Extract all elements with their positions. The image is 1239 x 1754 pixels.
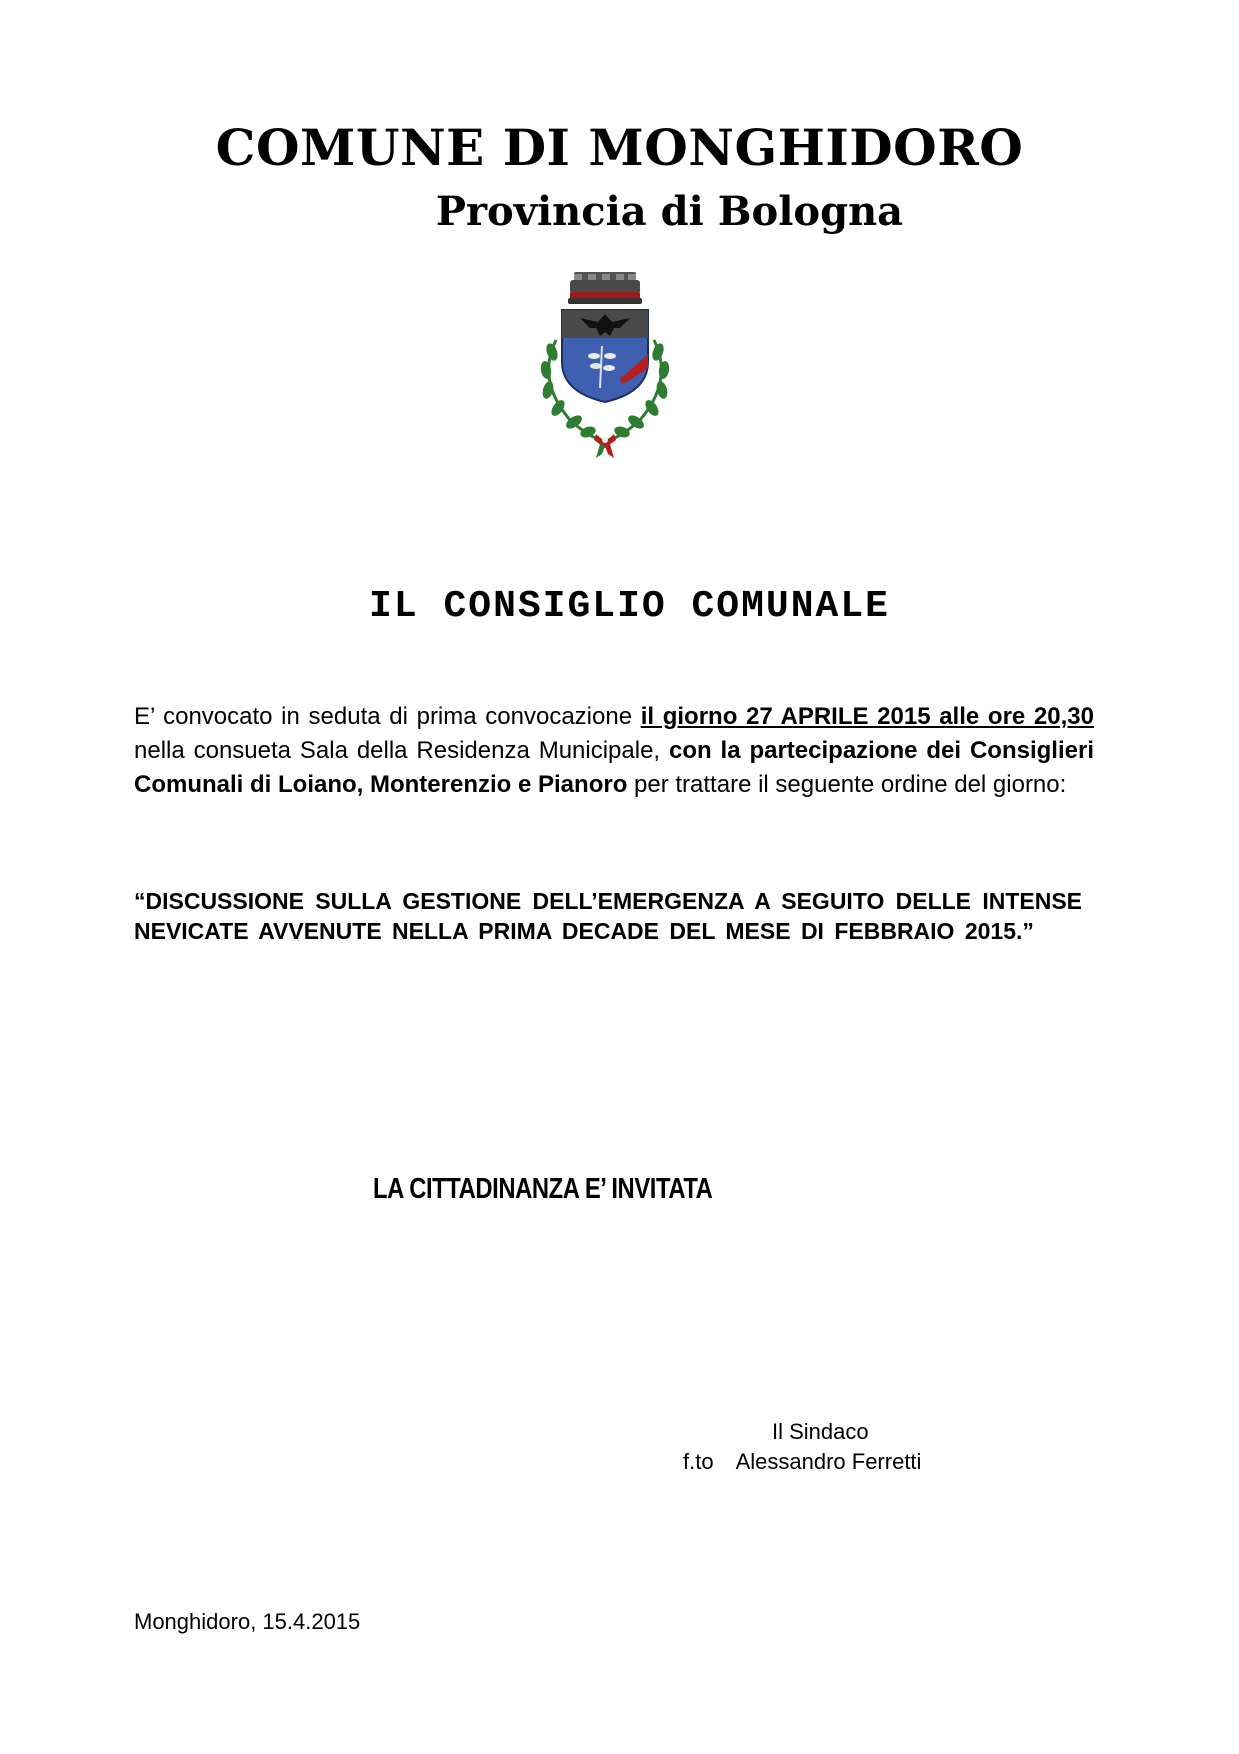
meeting-date-time: il giorno 27 APRILE 2015 alle ore 20,30	[640, 703, 1094, 730]
council-heading: IL CONSIGLIO COMUNALE	[369, 585, 890, 628]
signatory-name: Alessandro Ferretti	[735, 1449, 922, 1474]
convocation-location: nella consueta Sala della Residenza Municipale,	[134, 737, 669, 764]
convocation-paragraph	[134, 700, 1094, 802]
convocation-purpose: per trattare il seguente ordine del giorno:	[627, 771, 1067, 798]
place-and-date: Monghidoro, 15.4.2015	[134, 1609, 361, 1634]
agenda-item: “DISCUSSIONE SULLA GESTIONE DELL’EMERGENZA A SEGUITO DELLE INTENSE NEVICATE AVVENUTE NELLA PRIMA DECADE DEL MESE DI FEBBRAIO 2015.”	[134, 888, 1082, 944]
signatory-role: Il Sindaco	[772, 1419, 869, 1444]
municipal-coat-of-arms-icon	[530, 270, 680, 460]
convocation-intro: E’ convocato in seduta di prima convocazione	[134, 703, 641, 730]
participating-councils: con la partecipazione dei Consiglieri Comunali di Loiano, Monterenzio e Pianoro	[134, 737, 1094, 798]
public-invitation: LA CITTADINANZA E’ INVITATA	[373, 1173, 713, 1205]
crown-icon	[568, 272, 642, 304]
signature-line	[683, 1449, 921, 1475]
shield-icon	[562, 310, 648, 402]
ribbon-icon	[594, 434, 616, 458]
municipality-title: COMUNE DI MONGHIDORO	[215, 118, 1024, 177]
signature-prefix: f.to	[683, 1449, 714, 1474]
province-subtitle: Provincia di Bologna	[435, 188, 904, 235]
